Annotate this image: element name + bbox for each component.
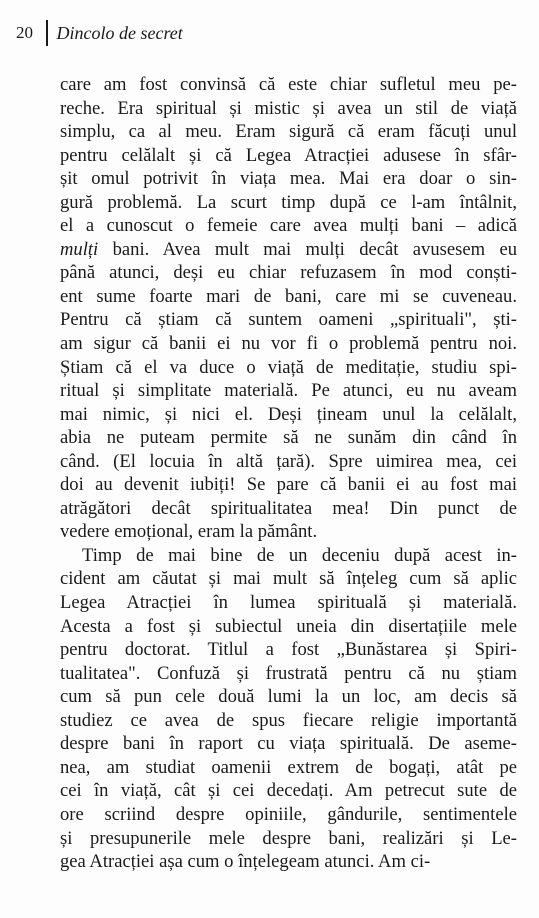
text-line: vedere emoțional, eram la pământ.: [60, 521, 318, 543]
text-line: atrăgători decât spiritualitatea mea! Din punct de: [60, 497, 517, 519]
text-line: abia ne puteam permite să ne sunăm din când în: [60, 427, 517, 449]
text-line: studiez ce avea de spus fiecare religie importantă: [60, 709, 517, 731]
text-line: cident am căutat și mai mult să înțeleg cum să aplic: [60, 568, 517, 590]
text-line: ent sume foarte mari de bani, care mi se cuveneau.: [60, 285, 517, 307]
body-text: [60, 73, 517, 874]
text-line: cum să pun cele două lumi la un loc, am decis să: [60, 686, 517, 708]
running-head: [16, 20, 523, 46]
text-line: gură problemă. La scurt timp după ce l-am întâlnit,: [60, 191, 517, 213]
text-line: pentru celălalt și că Legea Atracției adusese în sfâr-: [60, 144, 517, 166]
text-line: care am fost convinsă că este chiar sufletul meu pe-: [60, 74, 517, 95]
book-title: Dincolo de secret: [56, 22, 183, 43]
paragraph: [60, 544, 517, 874]
text-line: Pentru că știam că suntem oameni „spirituali", ști-: [60, 309, 517, 331]
text-line: doi au devenit iubiți! Se pare că banii ei au fost mai: [60, 474, 517, 496]
text-line: până atunci, deși eu chiar refuzasem în mod conști-: [60, 262, 517, 284]
text-line: ore scriind despre opiniile, gândurile, sentimentele: [60, 803, 517, 825]
text-line: am sigur că banii ei nu vor fi o problemă pentru noi.: [60, 333, 517, 355]
text-line: mai nimic, și nici el. Deși țineam unul la celălalt,: [60, 403, 517, 425]
text-line: Timp de mai bine de un deceniu după acest in-: [82, 544, 517, 566]
text-line: Legea Atracției în lumea spirituală și materială.: [60, 592, 517, 614]
text-line: pentru doctorat. Titlul a fost „Bunăstarea și Spiri-: [60, 639, 517, 661]
text-line: și presupunerile mele despre bani, realizări și Le-: [60, 827, 517, 849]
text-line: gea Atracției așa cum o înțelegeam atunci. Am ci-: [60, 851, 431, 873]
text-line: despre bani în raport cu viața spirituală. De aseme-: [60, 733, 517, 755]
text-line: șit omul potrivit în viața mea. Mai era doar o sin-: [60, 168, 517, 190]
text-line: Acesta a fost și subiectul uneia din disertațiile mele: [60, 615, 517, 637]
text-line: mulți bani. Avea mult mai mulți decât avusesem eu: [60, 238, 517, 260]
text-line: cei în viață, cât și cei decedați. Am petrecut sute de: [60, 780, 517, 802]
text-line: ritual și simplitate materială. Pe atunci, eu nu aveam: [60, 380, 517, 402]
paragraph: [60, 73, 517, 544]
header-divider: [46, 20, 48, 46]
text-line: când. (El locuia în altă țară). Spre uimirea mea, cei: [60, 450, 517, 472]
page-number: 20: [16, 23, 33, 42]
text-line: simplu, ca al meu. Eram sigură că eram făcuți unul: [60, 121, 517, 143]
text-line: tualitatea". Confuză și frustrată pentru că nu știam: [60, 662, 517, 684]
text-line: reche. Era spiritual și mistic și avea un stil de viață: [60, 97, 517, 119]
text-line: nea, am studiat oamenii extrem de bogați, atât pe: [60, 756, 517, 778]
text-line: el a cunoscut o femeie care avea mulți bani – adică: [60, 215, 517, 237]
text-line: Știam că el va duce o viață de meditație, studiu spi-: [60, 356, 517, 378]
